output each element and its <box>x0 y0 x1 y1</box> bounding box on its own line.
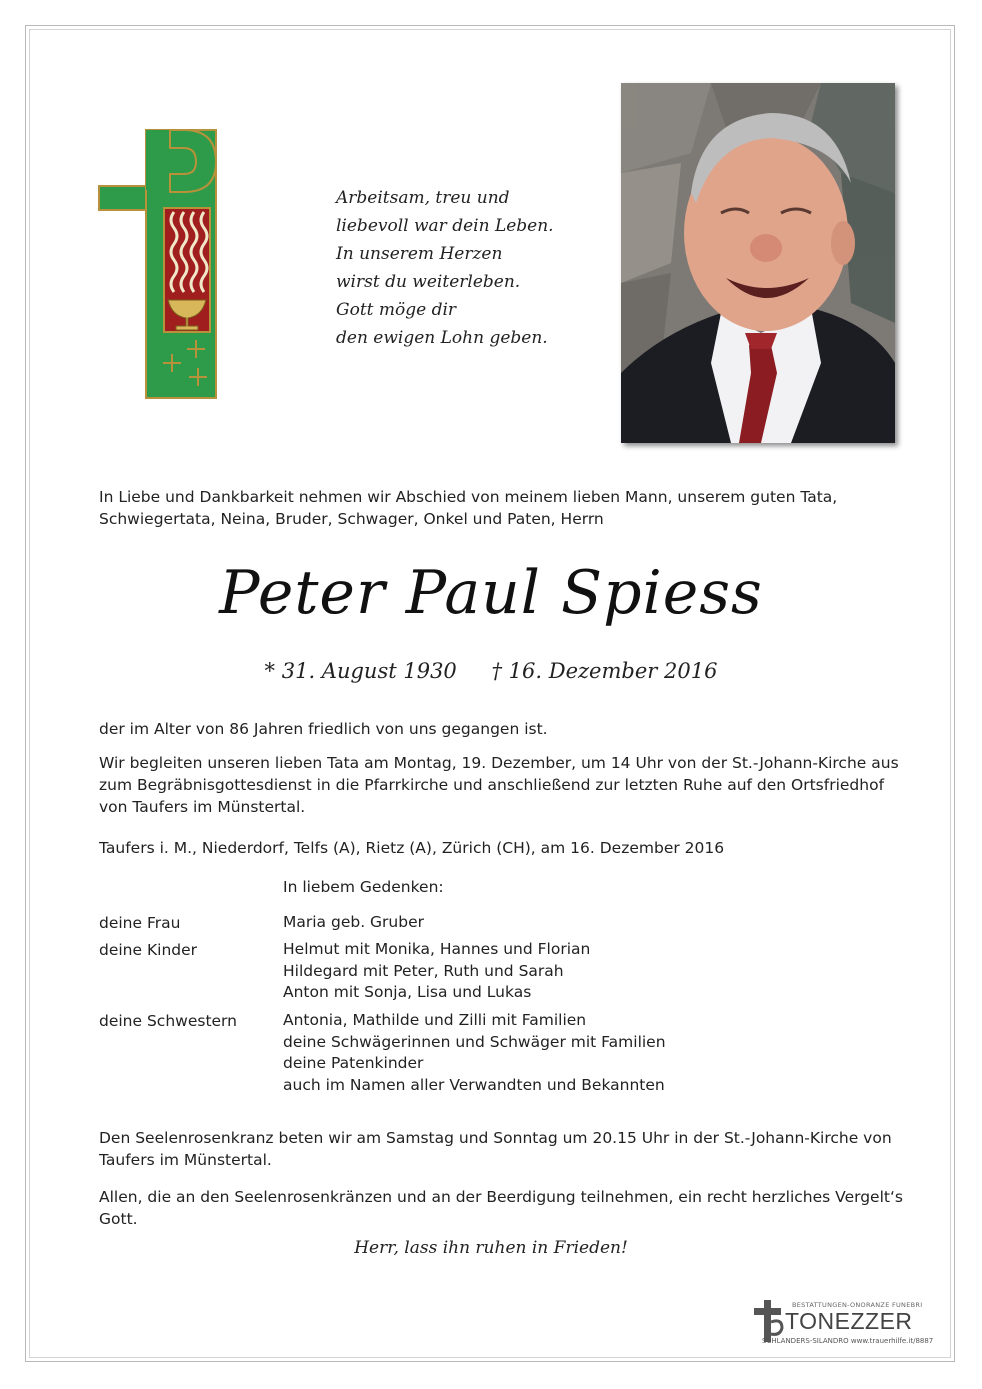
relation-label: deine Schwestern <box>99 1012 237 1030</box>
funeral-text: Wir begleiten unseren lieben Tata am Montag, 19. Dezember, um 14 Uhr von der St.-Johann-Kirche aus zum Begräbnisgottesdienst in die Pfarrkirche und anschließend zur letzten Ruhe auf den Ortsfriedhof von Taufers im Münstertal. <box>99 754 899 816</box>
thanks-text: Allen, die an den Seelenrosenkränzen und an der Beerdigung teilnehmen, ein recht herzliches Vergelt‘s Gott. <box>99 1188 903 1228</box>
verse-line: liebevoll war dein Leben. <box>336 216 554 236</box>
verse-line: In unserem Herzen <box>336 244 503 264</box>
memorial-verse <box>336 184 554 352</box>
mourner-line: Anton mit Sonja, Lisa und Lukas <box>283 983 532 1001</box>
portrait-photo <box>621 83 895 443</box>
logo-subline: SCHLANDERS-SILANDRO www.trauerhilfe.it/8887 <box>762 1337 934 1345</box>
intro-text: In Liebe und Dankbarkeit nehmen wir Abschied von meinem lieben Mann, unserem guten Tata, Schwiegertata, Neina, Bruder, Schwager, Onkel und Paten, Herrn <box>99 488 838 528</box>
death-date: † 16. Dezember 2016 <box>491 659 718 683</box>
memory-heading: In liebem Gedenken: <box>283 878 444 896</box>
mourner-line: Hildegard mit Peter, Ruth und Sarah <box>283 961 564 980</box>
logo-name: TONEZZER <box>785 1308 913 1334</box>
logo-cross-icon <box>752 1300 784 1342</box>
mourner-line: deine Schwägerinnen und Schwäger mit Familien <box>283 1032 666 1051</box>
funeral-home-logo <box>752 1300 952 1354</box>
mourner-line: auch im Namen aller Verwandten und Bekannten <box>283 1075 665 1094</box>
mourner-line: Maria geb. Gruber <box>283 913 424 931</box>
rosary-text: Den Seelenrosenkranz beten wir am Samstag und Sonntag um 20.15 Uhr in der St.-Johann-Kirche von Taufers im Münstertal. <box>99 1129 892 1169</box>
places-date: Taufers i. M., Niederdorf, Telfs (A), Rietz (A), Zürich (CH), am 16. Dezember 2016 <box>99 839 725 857</box>
verse-line: wirst du weiterleben. <box>336 272 521 292</box>
deceased-name: Peter Paul Spiess <box>219 558 763 628</box>
mourner-line: deine Patenkinder <box>283 1054 424 1072</box>
mourner-names <box>283 1010 666 1096</box>
logo-tagline: BESTATTUNGEN-ONORANZE FUNEBRI <box>792 1301 923 1309</box>
life-dates <box>0 659 982 683</box>
chi-rho-cross-icon <box>98 128 220 400</box>
mourner-names <box>283 912 424 934</box>
mourner-line: Helmut mit Monika, Hannes und Florian <box>283 940 591 958</box>
verse-line: den ewigen Lohn geben. <box>336 328 548 348</box>
verse-line: Gott möge dir <box>336 300 457 320</box>
relation-label: deine Kinder <box>99 941 198 959</box>
mourner-line: Antonia, Mathilde und Zilli mit Familien <box>283 1011 587 1029</box>
mourner-names <box>283 939 590 1004</box>
relation-label: deine Frau <box>99 914 181 932</box>
closing-line: Herr, lass ihn ruhen in Frieden! <box>354 1238 628 1258</box>
verse-line: Arbeitsam, treu und <box>336 188 510 208</box>
birth-date: * 31. August 1930 <box>264 659 457 683</box>
age-text: der im Alter von 86 Jahren friedlich von uns gegangen ist. <box>99 720 548 738</box>
